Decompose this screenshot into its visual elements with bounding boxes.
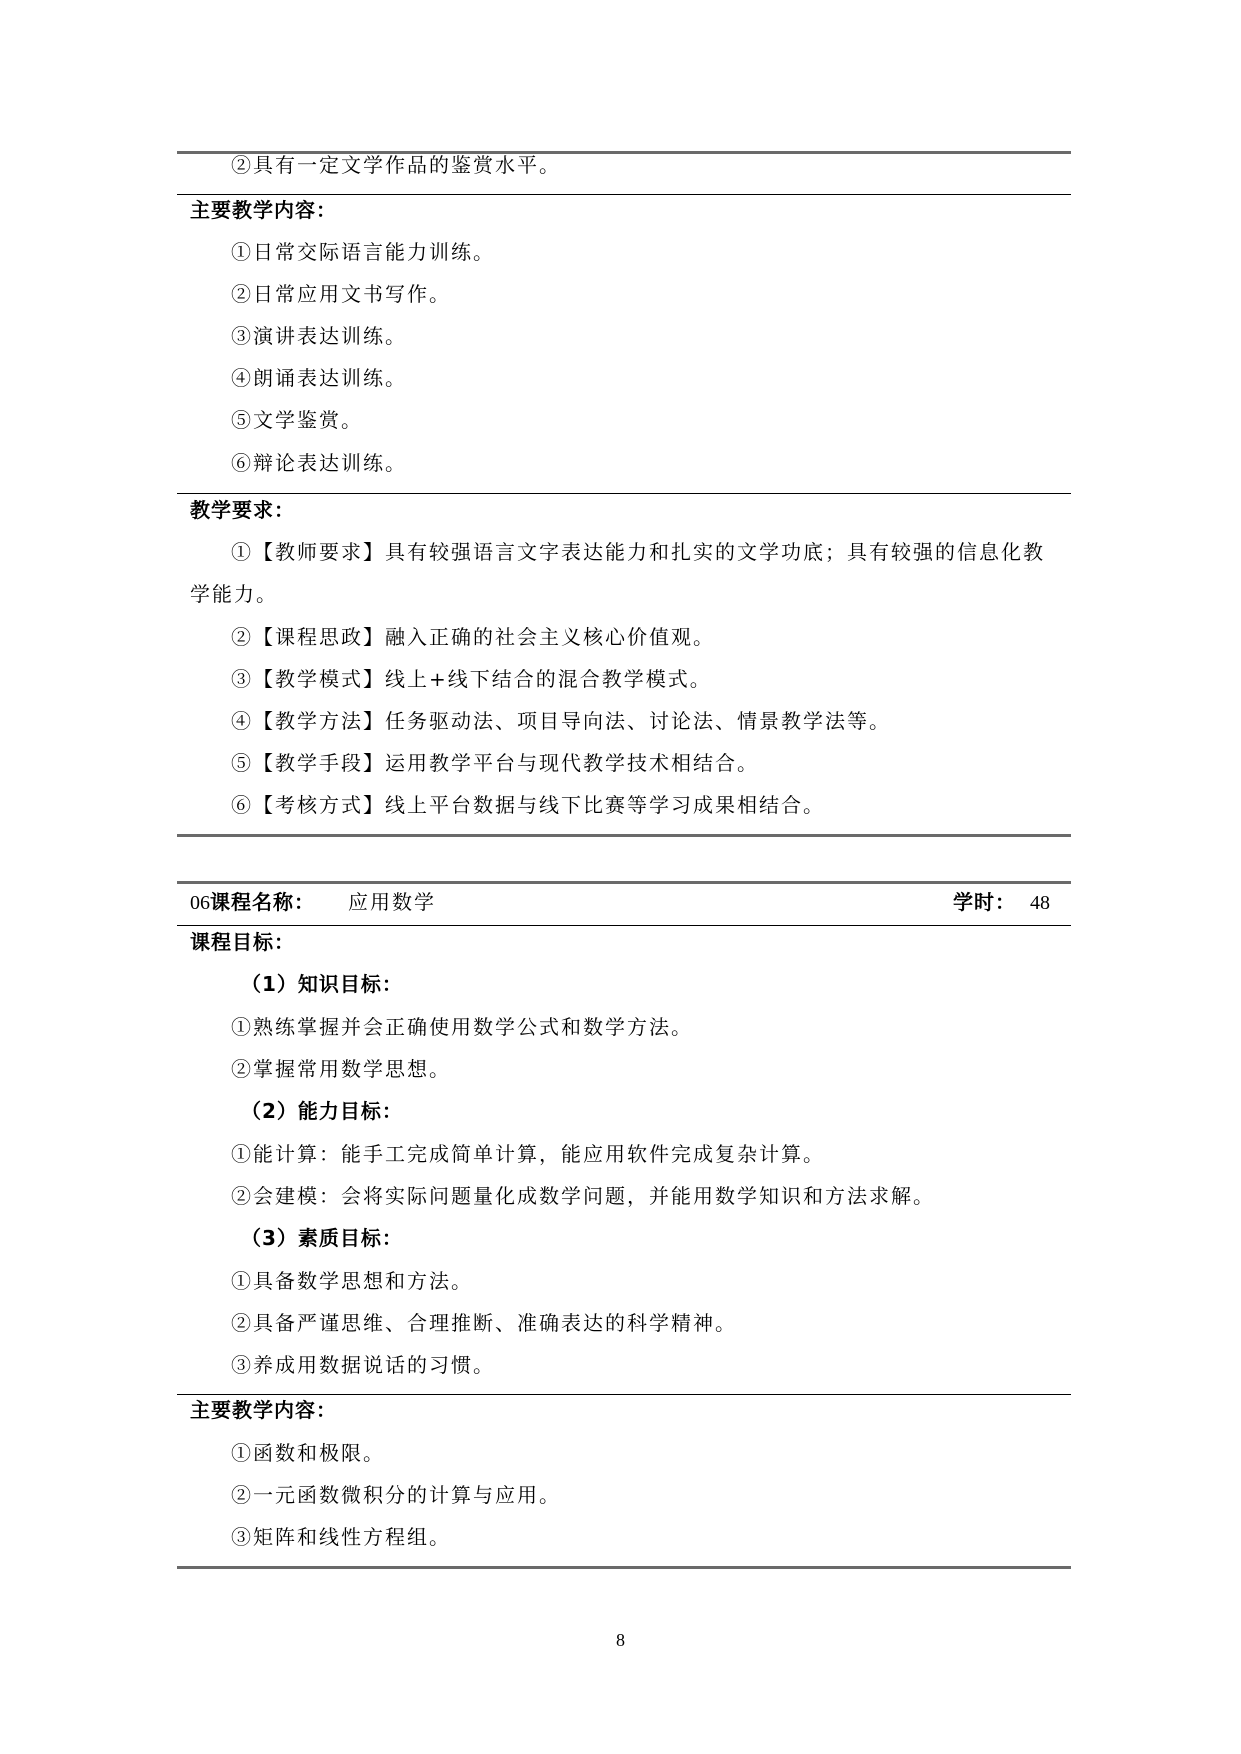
- row-divider: [177, 925, 1071, 926]
- quality-item: ②具备严谨思维、合理推断、准确表达的科学精神。: [231, 1311, 737, 1335]
- requirement-item: ⑥【考核方式】线上平台数据与线下比赛等学习成果相结合。: [231, 793, 825, 817]
- knowledge-heading: （1）知识目标：: [241, 972, 403, 996]
- goals-heading: 课程目标：: [190, 930, 295, 954]
- table-bottom-rule: [177, 1566, 1071, 1569]
- hours-value: 48: [1030, 892, 1050, 914]
- content-item: ①日常交际语言能力训练。: [231, 240, 495, 264]
- quality-heading: （3）素质目标：: [241, 1226, 403, 1250]
- course-number: 06: [190, 892, 210, 914]
- knowledge-item: ①熟练掌握并会正确使用数学公式和数学方法。: [231, 1015, 693, 1039]
- course-hours: [953, 888, 1050, 917]
- content-heading: 主要教学内容：: [190, 1398, 337, 1422]
- quality-item: ③养成用数据说话的习惯。: [231, 1353, 495, 1377]
- content-item: ①函数和极限。: [231, 1441, 385, 1465]
- requirement-item: ④【教学方法】任务驱动法、项目导向法、讨论法、情景教学法等。: [231, 709, 891, 733]
- content-item: ②日常应用文书写作。: [231, 282, 451, 306]
- objective-item: ②具有一定文学作品的鉴赏水平。: [231, 153, 561, 177]
- knowledge-item: ②掌握常用数学思想。: [231, 1057, 451, 1081]
- requirement-item: ⑤【教学手段】运用教学平台与现代教学技术相结合。: [231, 751, 759, 775]
- ability-item: ②会建模：会将实际问题量化成数学问题，并能用数学知识和方法求解。: [231, 1184, 935, 1208]
- content-item: ⑤文学鉴赏。: [231, 408, 363, 432]
- content-item: ②一元函数微积分的计算与应用。: [231, 1483, 561, 1507]
- page-number: 8: [616, 1630, 625, 1650]
- content-item: ③矩阵和线性方程组。: [231, 1525, 451, 1549]
- row-divider: [177, 1394, 1071, 1395]
- ability-heading: （2）能力目标：: [241, 1099, 403, 1123]
- course-name: 应用数学: [348, 890, 436, 914]
- table-bottom-rule: [177, 834, 1071, 837]
- course-name-label: 课程名称：: [210, 890, 315, 914]
- row-divider: [177, 194, 1071, 195]
- quality-item: ①具备数学思想和方法。: [231, 1269, 473, 1293]
- hours-label: 学时：: [953, 890, 1016, 914]
- requirement-item: ②【课程思政】融入正确的社会主义核心价值观。: [231, 625, 715, 649]
- row-divider: [177, 493, 1071, 494]
- requirement-item: ③【教学模式】线上+线下结合的混合教学模式。: [231, 667, 712, 691]
- content-item: ③演讲表达训练。: [231, 324, 407, 348]
- requirements-heading: 教学要求：: [190, 498, 295, 522]
- content-heading: 主要教学内容：: [190, 198, 337, 222]
- table-top-rule: [177, 881, 1071, 884]
- ability-item: ①能计算：能手工完成简单计算，能应用软件完成复杂计算。: [231, 1142, 825, 1166]
- content-item: ④朗诵表达训练。: [231, 366, 407, 390]
- course-header-row: [190, 888, 1060, 916]
- requirement-item: ①【教师要求】具有较强语言文字表达能力和扎实的文学功底；具有较强的信息化教学能力。: [190, 540, 1045, 606]
- content-item: ⑥辩论表达训练。: [231, 451, 407, 475]
